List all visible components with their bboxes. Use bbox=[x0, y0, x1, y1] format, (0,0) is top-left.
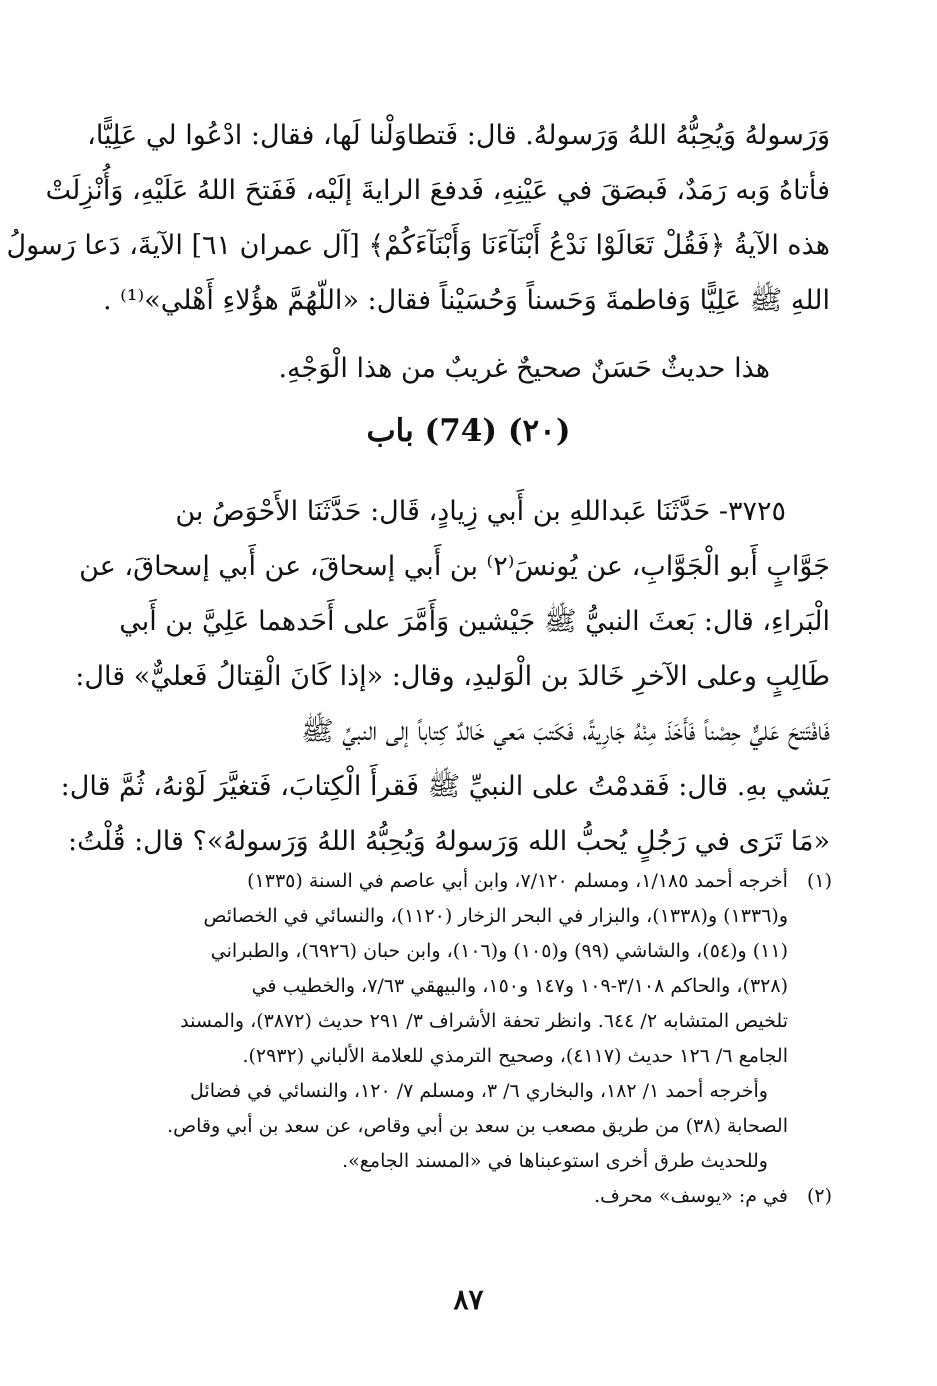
footnote-line: تلخيص المتشابه ٢/ ٦٤٤. وانظر تحفة الأشراف ٣/ ٢٩١ حديث (٣٨٧٢)، والمسند bbox=[180, 1010, 788, 1032]
text-line: ٣٧٢٥- حَدَّثَنَا عَبداللهِ بن أَبي زِيادٍ، قَال: حَدَّثَنَا الأَحْوَصُ بن bbox=[175, 496, 786, 527]
footnotes bbox=[94, 864, 832, 1214]
page-number: ٨٧ bbox=[453, 1283, 484, 1316]
text-line: اللهِ ﷺ عَلِيًّا وَفاطمةَ وَحَسناً وَحُسَيْناً فقال: «اللّهُمَّ هؤُلاءِ أَهْلي»⁽¹⁾ . bbox=[102, 285, 830, 316]
footnote-line: (٣٢٨)، والحاكم ٣/١٠٨-١٠٩ و١٤٧ و١٥٠، والبيهقي ٧/٦٣، والخطيب في bbox=[251, 975, 788, 997]
footnote-number: (٢) bbox=[806, 1185, 832, 1207]
footnote-line bbox=[94, 864, 832, 899]
text-line: يَشي بهِ. قال: فَقدمْتُ على النبيِّ ﷺ فَقرأَ الْكِتابَ، فَتغيَّرَ لَوْنهُ، ثُمَّ قال: bbox=[60, 771, 830, 802]
text-line: وَرَسولهُ وَيُحِبُّهُ اللهُ وَرَسولهُ. قال: فَتطاوَلْنا لَها، فقال: ادْعُوا لي عَلِيًّا، bbox=[87, 120, 830, 151]
footnote-line: الصحابة (٣٨) من طريق مصعب بن سعد بن أبي وقاص، عن سعد بن أبي وقاص. bbox=[167, 1115, 788, 1137]
footnote-line: وأخرجه أحمد ١/ ١٨٢، والبخاري ٦/ ٣، ومسلم ٧/ ١٢٠، والنسائي في فضائل bbox=[190, 1080, 768, 1102]
footnote-line: وللحديث طرق أخرى استوعبناها في «المسند الجامع». bbox=[342, 1150, 768, 1172]
footnote-number: (١) bbox=[806, 870, 832, 892]
hadith-grading: هذا حديثٌ حَسَنٌ صحيحٌ غريبٌ من هذا الْوَجْهِ. bbox=[278, 353, 770, 384]
footnote-line: الجامع ٦/ ١٢٦ حديث (٤١١٧)، وصحيح الترمذي للعلامة الألباني (٢٩٣٢). bbox=[242, 1045, 788, 1067]
footnote-text: أخرجه أحمد ١/١٨٥، ومسلم ٧/١٢٠، وابن أبي عاصم في السنة (١٣٣٥) bbox=[247, 870, 788, 892]
text-line: الْبَراءِ، قال: بَعثَ النبيُّ ﷺ جَيْشين وَأَمَّرَ على أَحَدهما عَلِيَّ بن أَبي bbox=[119, 606, 830, 637]
footnote-line: (١١) و(٥٤)، والشاشي (٩٩) و(١٠٥) و(١٠٦)، وابن حبان (٦٩٢٦)، والطبراني bbox=[210, 940, 788, 962]
footnote-text: في م: «يوسف» محرف. bbox=[594, 1185, 788, 1207]
text-line: «مَا تَرَى في رَجُلٍ يُحبُّ الله وَرَسولهُ وَيُحِبُّهُ اللهُ وَرَسولهُ»؟ قال: قُلْتُ: bbox=[68, 826, 830, 857]
footnote-line: و(١٣٣٦) و(١٣٣٨)، والبزار في البحر الزخار (١١٢٠)، والنسائي في الخصائص bbox=[203, 905, 788, 927]
footnote-line bbox=[94, 1179, 832, 1214]
chapter-heading: (٢٠) (74) باب bbox=[366, 413, 571, 449]
text-line: فَافْتَتحَ عَليٌّ حِصْناً فَأَخَذَ مِنْهُ جَارِيةً، فَكَتبَ مَعي خَالدٌ كِتاباً إلى النبيِّ ﷺ bbox=[301, 716, 830, 747]
text-line: طَالِبٍ وعلى الآخرِ خَالدَ بن الْوَليدِ، وقال: «إذا كَانَ الْقِتالُ فَعليٌّ» قال: bbox=[75, 661, 830, 692]
text-line: جَوَّابٍ أَبو الْجَوَّابِ، عن يُونسَ⁽٢⁾ بن أَبي إسحاقَ، عن أَبي إسحاقَ، عن bbox=[79, 551, 830, 582]
text-line: فأتاهُ وَبه رَمَدٌ، فَبصَقَ في عَيْنِهِ، فَدفعَ الرايةَ إلَيْه، فَفَتحَ اللهُ عَلَيْهِ، وَأُنْزِلَتْ bbox=[45, 175, 830, 206]
hadith-passage bbox=[60, 484, 830, 869]
top-passage bbox=[6, 108, 830, 328]
text-line: هذه الآيةُ ﴿فَقُلْ تَعَالَوْا نَدْعُ أَبْنَآءَنَا وَأَبْنَآءَكُمْ﴾ [آل عمران ٦١] الآيةَ، دَعا رَسولُ bbox=[6, 230, 830, 261]
